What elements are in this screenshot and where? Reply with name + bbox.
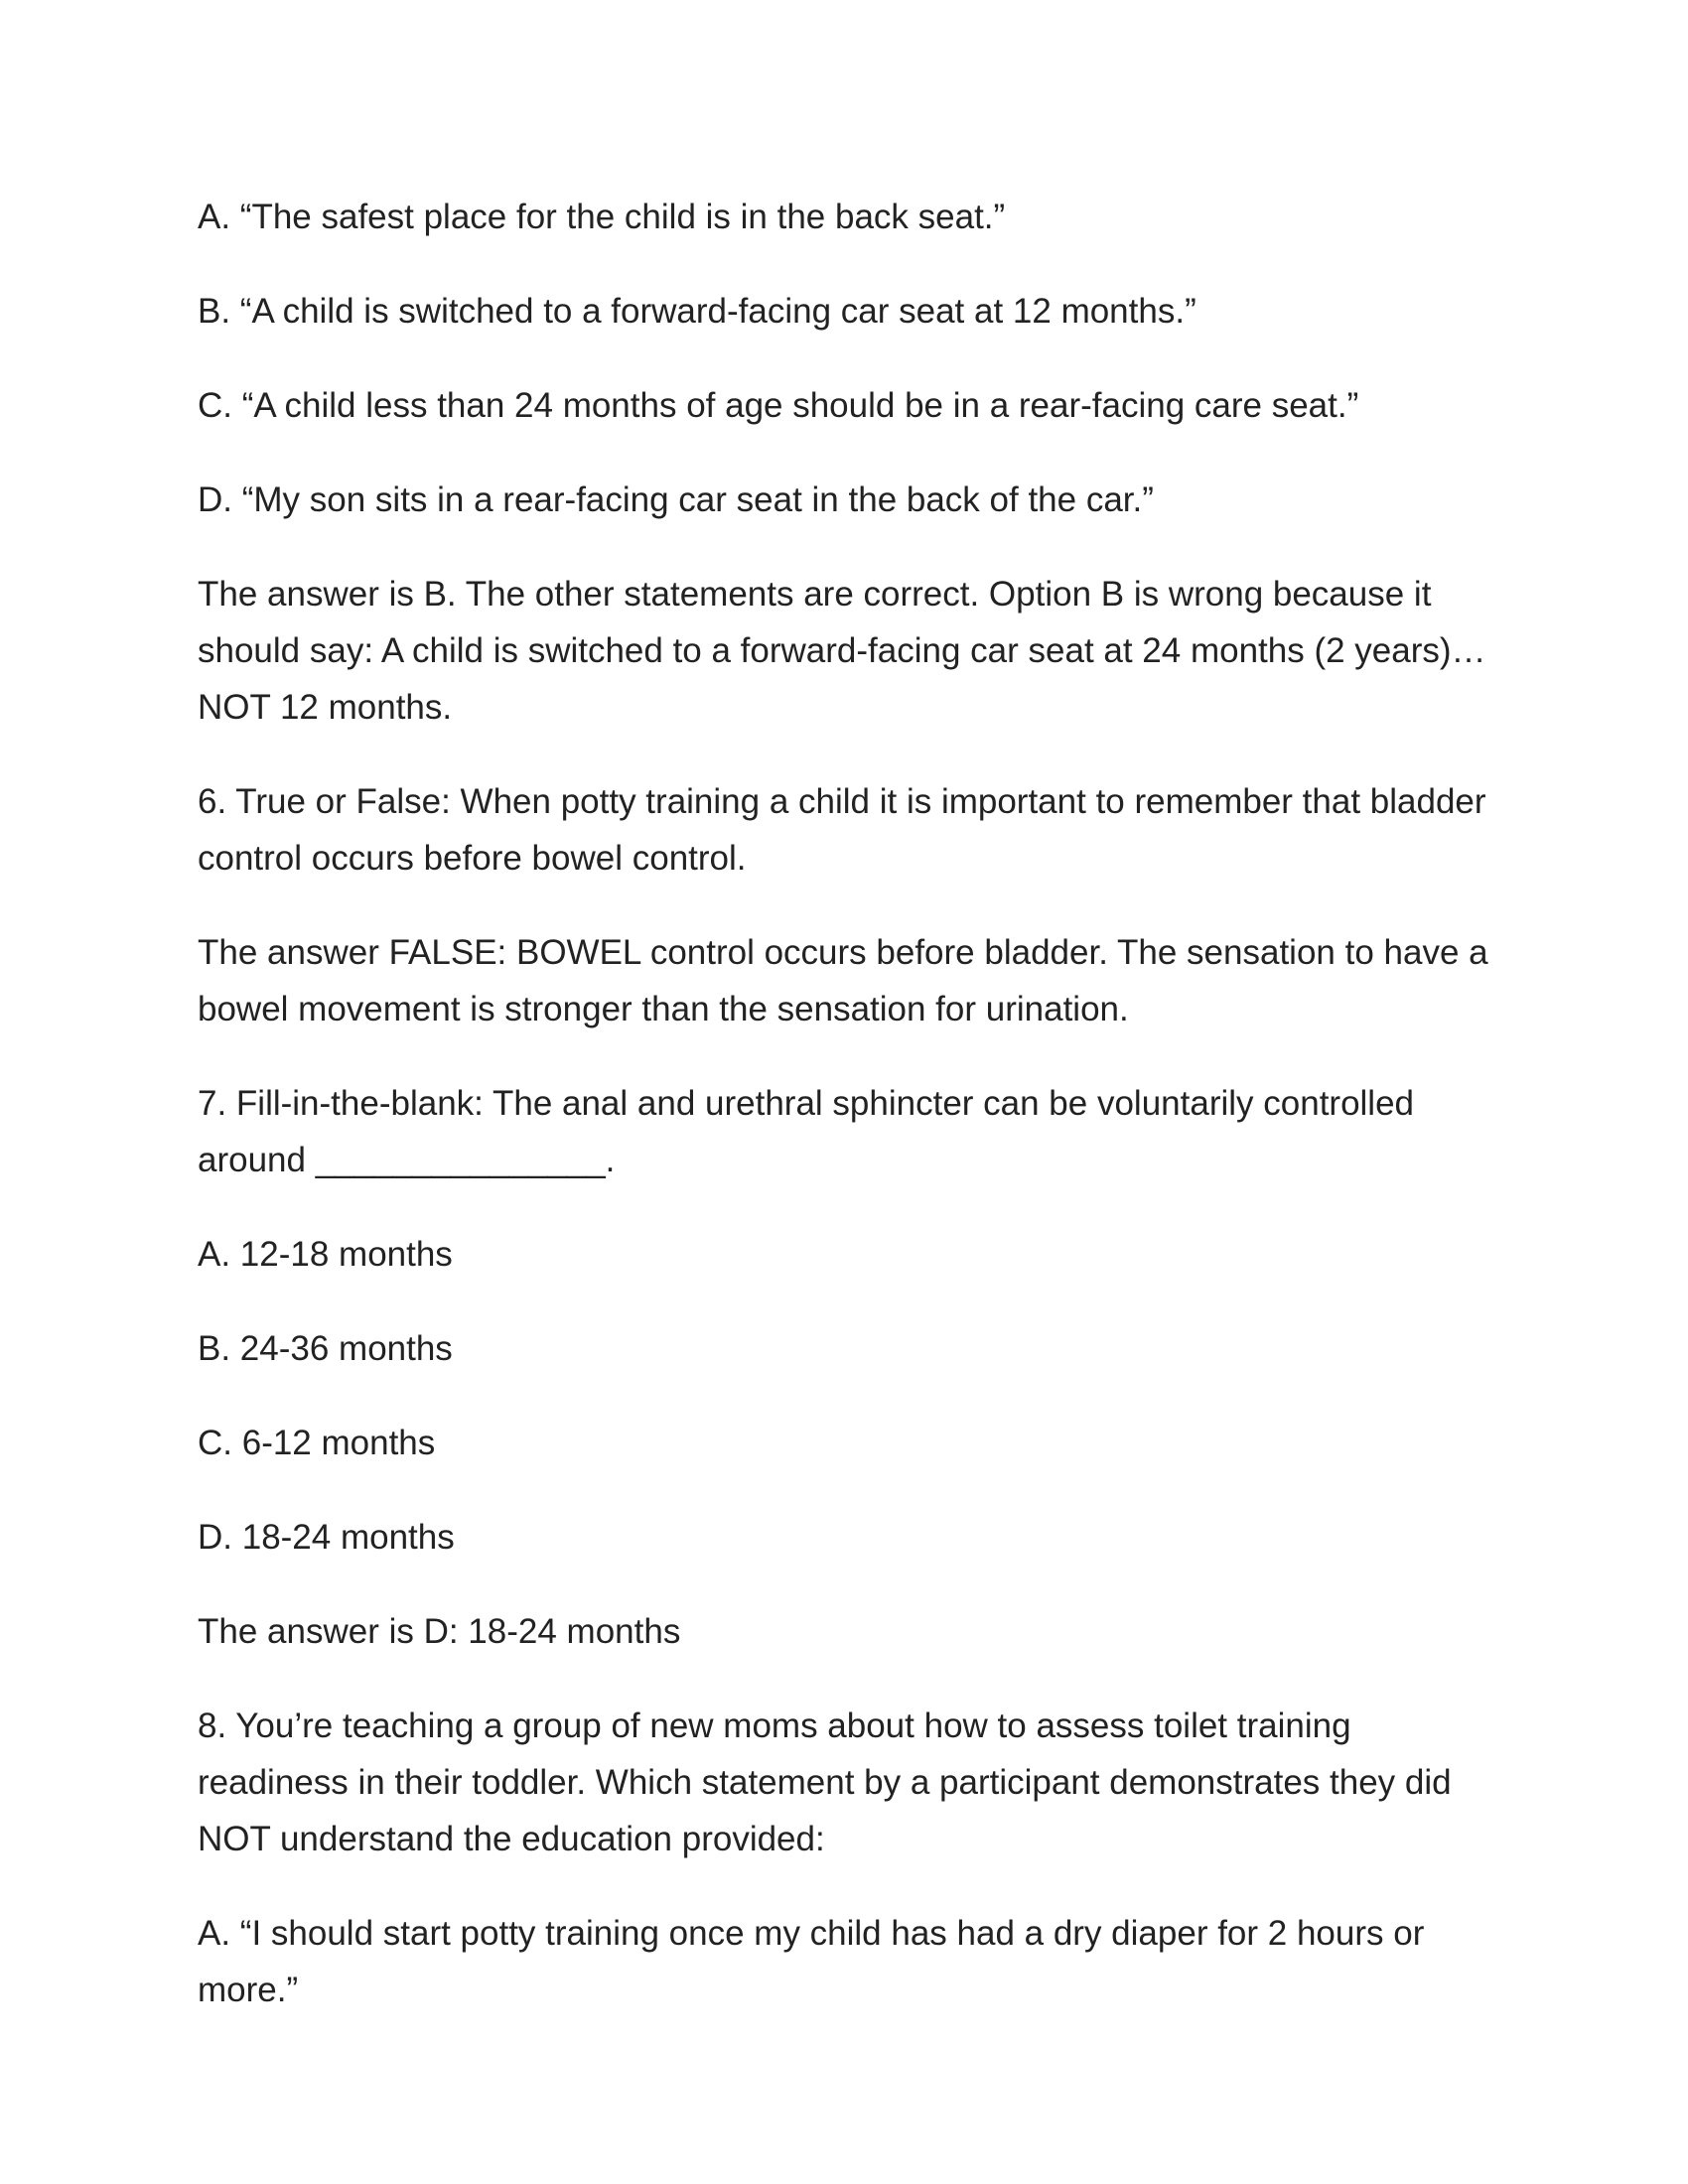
answer-car-seat-question: The answer is B. The other statements are correct. Option B is wrong because it should say: A child is switched to a forward-facing car seat at 24 months (2 years)…NOT 12 months. bbox=[198, 575, 1486, 727]
question-8-option-a: A. “I should start potty training once my child has had a dry diaper for 2 hours or more.” bbox=[198, 1914, 1425, 2009]
question-7-option-a: A. 12-18 months bbox=[198, 1235, 453, 1274]
document-page bbox=[198, 189, 1508, 2056]
question-8: 8. You’re teaching a group of new moms about how to assess toilet training readiness in their toddler. Which statement by a participant demonstrates they did NOT understand the education provided: bbox=[198, 1706, 1452, 1858]
question-7-option-c: C. 6-12 months bbox=[198, 1424, 436, 1462]
option-c-rear-facing: C. “A child less than 24 months of age should be in a rear-facing care seat.” bbox=[198, 386, 1359, 425]
question-7-option-d: D. 18-24 months bbox=[198, 1518, 455, 1557]
option-d-son-rear-facing: D. “My son sits in a rear-facing car seat in the back of the car.” bbox=[198, 480, 1154, 519]
option-b-forward-facing: B. “A child is switched to a forward-facing car seat at 12 months.” bbox=[198, 292, 1196, 331]
question-7: 7. Fill-in-the-blank: The anal and urethral sphincter can be voluntarily controlled around _______________. bbox=[198, 1084, 1415, 1179]
question-7-option-b: B. 24-36 months bbox=[198, 1329, 453, 1368]
question-6: 6. True or False: When potty training a child it is important to remember that bladder control occurs before bowel control. bbox=[198, 782, 1486, 878]
answer-question-7: The answer is D: 18-24 months bbox=[198, 1612, 681, 1651]
option-a-back-seat: A. “The safest place for the child is in the back seat.” bbox=[198, 198, 1006, 236]
answer-question-6: The answer FALSE: BOWEL control occurs before bladder. The sensation to have a bowel movement is stronger than the sensation for urination. bbox=[198, 933, 1488, 1028]
